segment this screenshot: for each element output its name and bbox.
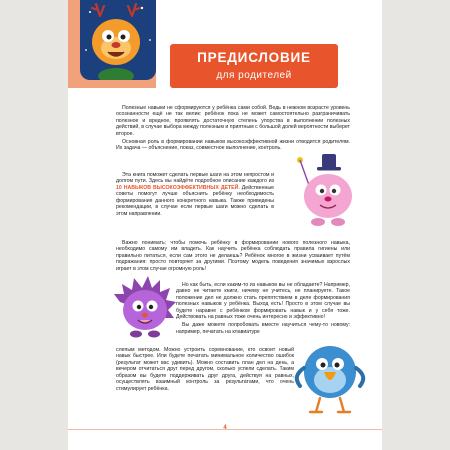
paragraph: Полезные навыки не сформируются у ребёнка сами собой. Ведь в нежном возрасте уровень осознанности ещё не так велик: ребёнок пока не может самостоятельно разграничивать полезное и вредное, проявлять достаточную степень упорства в выполнении полезных действий, в случае выбора между полезным и приятным с большой долей вероятности выберет второе. xyxy=(116,105,350,137)
page-subtitle: для родителей xyxy=(216,70,292,81)
bottom-text xyxy=(116,347,294,394)
paragraph: Но как быть, если каким-то из навыков вы не обладаете? Например, давно не читаете книги, ничему не учитесь, не планируете. Такое положение дел не должно стать препятствием в деле формирования полезных навыков у ребёнка. Выход есть! Просто в этом случае вы будете наравне с ребёнком формировать навык и у себя тоже. Действовать на равных тоже очень интересно и эффективно! xyxy=(176,282,350,321)
skills-highlight: 10 НАВЫКОВ ВЫСОКОЭФФЕКТИВНЫХ ДЕТЕЙ xyxy=(116,184,239,191)
hedgehog-character-icon xyxy=(110,272,180,342)
paragraph: слепым методом. Можно устроить соревнование, кто освоит новый навык быстрее. Или будете печатать минимальное количество ошибок (результат может вас удивить). Можно составить план дел на день, а вечером отчитаться друг перед другом, сколько успели сделать. Таким образом вы будете поддерживать друг друга, действуя на равных, осуществлять взаимный контроль за результатами, что очень стимулирует ребёнка. xyxy=(116,347,294,392)
page-number: 4 xyxy=(223,425,227,431)
left-column-text xyxy=(116,172,274,219)
book-page xyxy=(68,0,382,450)
paragraph: Основная роль в формировании навыков высокоэффективной жизни отводится родителям. Их задача — объяснение, показ, совместное выполнение, контроль. xyxy=(116,138,350,152)
title-banner xyxy=(170,44,338,88)
paragraph-books: Эта книга поможет сделать первые шаги на этом непростом и долгом пути. Здесь вы найдёте подробное описание каждого из 10 НАВЫКОВ ВЫСОКОЭФФЕКТИВНЫХ ДЕТЕЙ. Действенные советы помогут лучше объяснить ребёнку необходимость формирования данного конкретного навыка. Также приведены рекомендации, в случае если первые шаги можно сделать в этом направлении. xyxy=(116,172,274,217)
mid-text xyxy=(116,240,350,274)
page-title: ПРЕДИСЛОВИЕ xyxy=(197,50,311,65)
paragraph: Важно понимать: чтобы помочь ребёнку в формировании нового полезного навыка, необходимо самому им владеть. Как научить ребёнка соблюдать правила гигиены или правильно питаться, если сам этого не делаешь? Ребёнок многое в жизни усваивает путём подражания: просто повторяет за другими. Поэтому модель поведения значимых взрослых играет в этом случае огромную роль! xyxy=(116,240,350,272)
paragraph: Вы даже можете попробовать вместе научиться чему-то новому: например, печатать на клавиатуре xyxy=(176,322,350,335)
blue-bird-character-icon xyxy=(290,332,370,422)
right-column-text xyxy=(176,282,350,337)
night-scene xyxy=(80,0,156,80)
pink-character-icon xyxy=(286,152,366,232)
deer-character-icon xyxy=(80,0,156,80)
intro-text xyxy=(116,105,350,153)
